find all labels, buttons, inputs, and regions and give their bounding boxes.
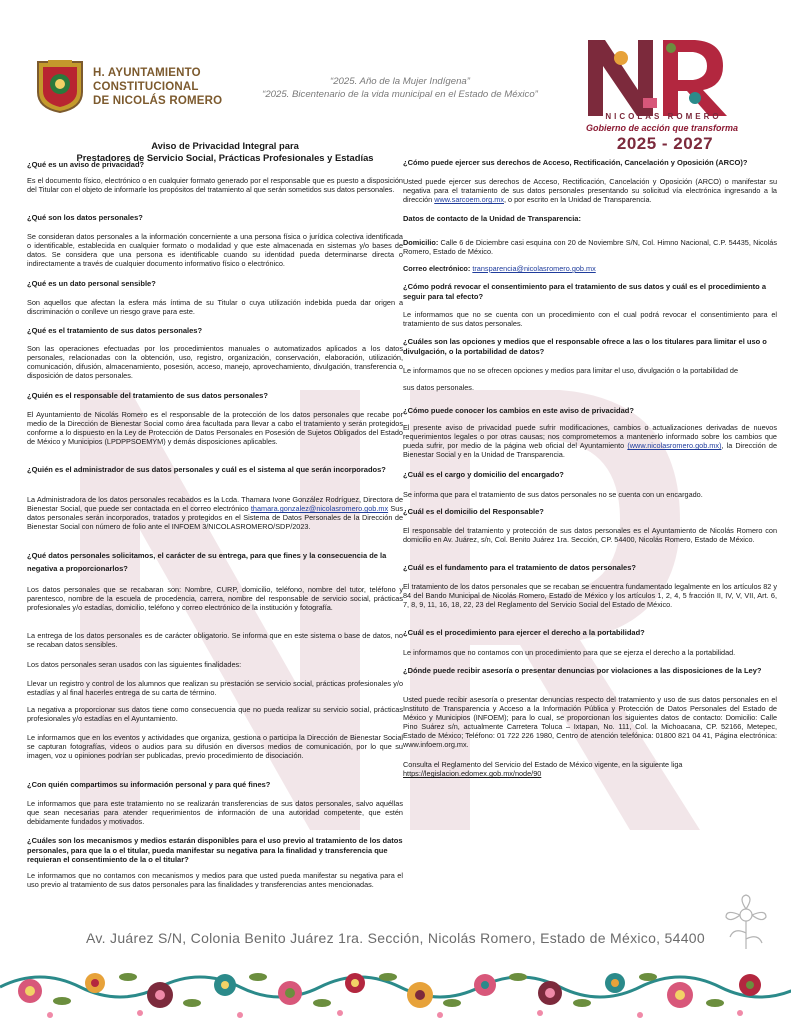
left-answer-1: Es el documento físico, electrónico o en cualquier formato generado por el responsable que es puesto a disposición del Titular con el objeto de informarle los propósitos del tratamiento al que serán sometidos sus datos personales.	[27, 176, 403, 195]
title-line-2: Prestadores de Servicio Social, Prácticas Profesionales y Estadías	[76, 151, 374, 163]
decorative-border-icon	[0, 957, 791, 1024]
left-answer-3: Son aquellos que afectan la esfera más íntima de su Titular o cuya utilización indebida pueda dar origen a discriminación o conlleve un riesgo grave para este.	[27, 298, 403, 317]
right-answer-2: Le informamos que no se cuenta con un procedimiento con el cual podrá revocar el consentimiento para el tratamiento de sus datos personales.	[403, 310, 777, 329]
right-answer-3b: sus datos personales.	[403, 383, 474, 392]
left-answer-7b: La entrega de los datos personales es de carácter obligatorio. Se informa que en este sistema o base de datos, no se recaban datos sensibles.	[27, 631, 403, 650]
left-question-6: ¿Quién es el administrador de sus datos personales y cuál es el sistema al que serán incorporados?	[27, 465, 386, 474]
nr-logo-icon	[583, 28, 733, 120]
legislation-link[interactable]: https://legislacion.edomex.gob.mx/node/90	[403, 769, 542, 779]
left-question-4: ¿Qué es el tratamiento de sus datos personales?	[27, 326, 203, 335]
right-answer-4-post: , la Dirección de Bienestar Social y en la Unidad de Transparencia.	[403, 441, 778, 460]
right-question-9: ¿Dónde puede recibir asesoría o presentar denuncias por violaciones a las disposiciones de la Ley?	[403, 666, 762, 675]
left-question-1: ¿Qué es un aviso de privacidad?	[27, 160, 145, 169]
transparency-contact-heading: Datos de contacto de la Unidad de Transparencia:	[403, 214, 581, 223]
address-text: Calle 6 de Diciembre casi esquina con 20 de Noviembre S/N, Col. Himno Nacional, C.P. 54435, Nicolás Romero, Estado de México.	[403, 238, 777, 257]
left-answer-9: Le informamos que no contamos con mecanismos y medios para que usted pueda manifestar su negativa para el uso previo al tratamiento de sus datos personales para las finalidades y transferencias antes mencionadas.	[27, 871, 403, 890]
ayto-line-3: DE NICOLÁS ROMERO	[93, 95, 223, 107]
right-answer-4-pre: El presente aviso de privacidad puede sufrir modificaciones, cambios o actualizaciones derivadas de nuevos requerimientos legales o por otras causas; nos comprometemos a mantenerlo informado sobre los cambios que pueda sufrir, por medio de la página web oficial del Ayuntamiento	[403, 423, 777, 451]
left-question-5: ¿Quién es el responsable del tratamiento de sus datos personales?	[27, 391, 268, 400]
left-answer-7a: Los datos personales que se recabaran son: Nombre, CURP, domicilio, teléfono, nombre del tutor, teléfono y parentesco, nombre de la escuela de procedencia, carrera, nombre del responsable de servicio social, prácticas profesionales y/o estadías, domicilio, teléfono y correo electrónico de la institución y fotografía.	[27, 585, 403, 613]
left-question-2: ¿Qué son los datos personales?	[27, 213, 143, 222]
left-question-3: ¿Qué es un dato personal sensible?	[27, 279, 156, 288]
nr-logo-tagline: Gobierno de acción que transforma	[585, 123, 739, 133]
right-answer-1-post: , o por escrito en la Unidad de Transparencia.	[503, 195, 652, 205]
email-label: Correo electrónico:	[403, 264, 471, 273]
left-question-9: ¿Cuáles son los mecanismos y medios estarán disponibles para el uso previo al tratamiento de los datos personales, para que la o el titular, pueda manifestar su negativa para la finalidad y transferencia que requieran el consentimiento de la o el titular?	[27, 836, 403, 864]
ayto-line-2: CONSTITUCIONAL	[93, 81, 199, 93]
right-answer-10	[403, 760, 777, 778]
left-answer-7d: Llevar un registro y control de los alumnos que realizan su prestación se servicio social, prácticas profesionales y/o estadías y al final hacerles entrega de su carta de término.	[27, 679, 403, 698]
right-answer-4	[403, 423, 777, 459]
left-answer-8: Le informamos que para este tratamiento no se realizarán transferencias de sus datos personales, salvo aquéllas que sean necesarias para atender requerimientos de información de una autoridad competente, que estén debidamente fundados y motivados.	[27, 799, 403, 827]
right-answer-8: Le informamos que no contamos con un procedimiento para que se ejerza el derecho a la portabilidad.	[403, 648, 736, 657]
left-question-8: ¿Con quién compartimos su información personal y para qué fines?	[27, 780, 271, 789]
slogan-1: “2025. Año de la Mujer Indígena”	[330, 76, 470, 87]
nr-logo-years: 2025 - 2027	[616, 134, 714, 153]
left-answer-2: Se consideran datos personales a la información concerniente a una persona física o jurídica colectiva identificada o identificable, establecida en cualquier formato o modalidad y que este almacenada en sistemas y/o bases de datos. Se considera que una persona es identificable cuando su identidad pueda determinarse directa o indirectamente a través de cualquier documento informativo físico o electrónico.	[27, 232, 403, 269]
right-answer-3a: Le informamos que no se ofrecen opciones y medios para limitar el uso, divulgación o la portabilidad de	[403, 366, 739, 375]
right-answer-9: Usted puede recibir asesoría o presentar denuncias respecto del tratamiento y uso de sus datos personales en el Instituto de Transparencia y Acceso a la Información Pública y Protección de Datos Personales del Estado de México y Municipios (INFOEM); para lo cual, se proporcionan los siguientes datos de contacto: Domicilio: Calle Pino Suárez s/n, actualmente Carretera Toluca – Ixtapan, No. 111, Col. la Michoacana, CP. 52166, Metepec, Estado de México; Teléfono: 01 722 226 1980, Centro de atención telefónica: 01800 821 04 41, Página electrónica: www.infoem.org.mx.	[403, 695, 777, 750]
right-answer-1-pre: Usted puede ejercer sus derechos de Acceso, Rectificación, Cancelación y Oposición (ARCO) o manifestar su negativa para el tratamiento de sus datos personales presentando su solicitud vía electrónica ingresando a la dirección	[403, 177, 777, 205]
left-answer-6-post: Sus datos personales serán incorporados, tratados y protegidos en el Sistema de Datos Personales de la Dirección de Bienestar Social con número de folio ante el INFOEM 3/NICOLASROMERO/SDP/2023.	[27, 504, 403, 532]
right-answer-10-text: Consulta el Reglamento del Servicio del Estado de México vigente, en la siguiente liga	[403, 760, 683, 769]
left-answer-6	[27, 495, 403, 531]
transparency-email-link[interactable]: transparencia@nicolasromero.gob.mx	[472, 264, 596, 273]
slogan-2: “2025. Bicentenario de la vida municipal en el Estado de México”	[262, 89, 538, 100]
right-question-1: ¿Cómo puede ejercer sus derechos de Acceso, Rectificación, Cancelación y Oposición (ARCO)?	[403, 158, 748, 167]
left-answer-7e: La negativa a proporcionar sus datos tiene como consecuencia que no pueda realizar su servicio social, prácticas profesionales y/o estadías en el Ayuntamiento.	[27, 705, 403, 724]
right-answer-1	[403, 177, 777, 204]
left-answer-6-pre: La Administradora de los datos personales recabados es la Lcda. Thamara Ivone González Rodríguez, Directora de Bienestar Social, que puede ser contactada en el correo electrónico	[27, 495, 403, 514]
right-question-3: ¿Cuáles son las opciones y medios que el responsable ofrece a las o los titulares para limitar el uso o divulgación, o la portabilidad de datos?	[403, 337, 767, 356]
municipality-website-link[interactable]: (www.nicolasromero.gob.mx)	[627, 441, 722, 451]
left-answer-5: El Ayuntamiento de Nicolás Romero es el responsable de la protección de los datos personales que recabe por medio de la Dirección de Bienestar Social como área facultada para llevar a cabo el tratamiento y serán protegidos conforme a lo dispuesto en la Ley de Protección de Datos Personales en Posesión de Sujetos Obligados del Estado de México y Municipios (LPDPPSOEMYM) y demás disposiciones aplicables.	[27, 410, 403, 447]
left-answer-7c: Los datos personales seran usados con las siguientes finalidades:	[27, 660, 242, 669]
municipal-crest-icon	[34, 58, 86, 114]
ayuntamiento-name	[93, 66, 243, 108]
title-line-1: Aviso de Privacidad Integral para	[151, 140, 299, 151]
footer-address: Av. Juárez S/N, Colonia Benito Juárez 1ra. Sección, Nicolás Romero, Estado de México, 54400	[86, 930, 705, 946]
left-answer-4: Son las operaciones efectuadas por los procedimientos manuales o automatizados aplicados a los datos personales, relacionadas con la obtención, uso, registro, organización, conservación, elaboración, utilización, comunicación, difusión, almacenamiento, posesión, acceso, manejo, aprovechamiento, divulgación, transferencia o disposición de datos personales.	[27, 344, 403, 381]
page-header	[0, 0, 791, 153]
transparency-email	[403, 264, 777, 273]
left-question-7: ¿Qué datos personales solicitamos, el carácter de su entrega, para que fines y la consecuencia de la negativa a proporcionarlos?	[27, 551, 387, 573]
right-question-4: ¿Cómo puede conocer los cambios en este aviso de privacidad?	[403, 406, 634, 415]
left-answer-7f: Le informamos que en los eventos y actividades que organiza, gestiona o participa la Dirección de Bienestar Social se capturan fotografías, videos o audios para su difusión en diversos medios de comunicación, por lo que su imagen, voz u opiniones podrían ser publicadas, previo procedimiento de disociación.	[27, 733, 403, 761]
sarcoem-link[interactable]: www.sarcoem.org.mx	[434, 195, 504, 205]
header-slogans	[240, 75, 560, 101]
administrator-email-link[interactable]: thamara.gonzalez@nicolasromero.gob.mx	[250, 504, 389, 514]
right-answer-5: Se informa que para el tratamiento de sus datos personales no se cuenta con un encargado.	[403, 490, 703, 499]
ayto-line-1: H. AYUNTAMIENTO	[93, 67, 201, 79]
address-label: Domicilio:	[403, 238, 439, 247]
right-question-5: ¿Cuál es el cargo y domicilio del encargado?	[403, 470, 564, 479]
right-answer-7: El tratamiento de los datos personales que se recaban se encuentra fundamentado legalmente en los artículos 82 y 84 del Bando Municipal de Nicolás Romero, Estado de México y los artículos 1, 2, 4, 5 fracción II, IV, V, VII, Art. 6, 7, 8, 9, 11, 16, 18, 22, 23 del Reglamento del Servicio Social del Estado de México.	[403, 582, 777, 610]
transparency-address	[403, 238, 777, 256]
right-question-7: ¿Cuál es el fundamento para el tratamiento de datos personales?	[403, 563, 636, 572]
right-question-8: ¿Cuál es el procedimiento para ejercer el derecho a la portabilidad?	[403, 628, 645, 637]
right-answer-6: El responsable del tratamiento y protección de sus datos personales es el Ayuntamiento de Nicolás Romero con domicilio en Av. Juárez, s/n, Col. Benito Juárez 1ra. Sección, CP. 54400, Nicolás Romero, Estado de México.	[403, 526, 777, 545]
nr-logo-name: NICOLÁS ROMERO	[605, 112, 722, 121]
right-question-6: ¿Cuál es el domicilio del Responsable?	[403, 507, 544, 516]
right-question-2: ¿Cómo podrá revocar el consentimiento para el tratamiento de sus datos y cuál es el procedimiento a seguir para tal efecto?	[403, 282, 767, 301]
